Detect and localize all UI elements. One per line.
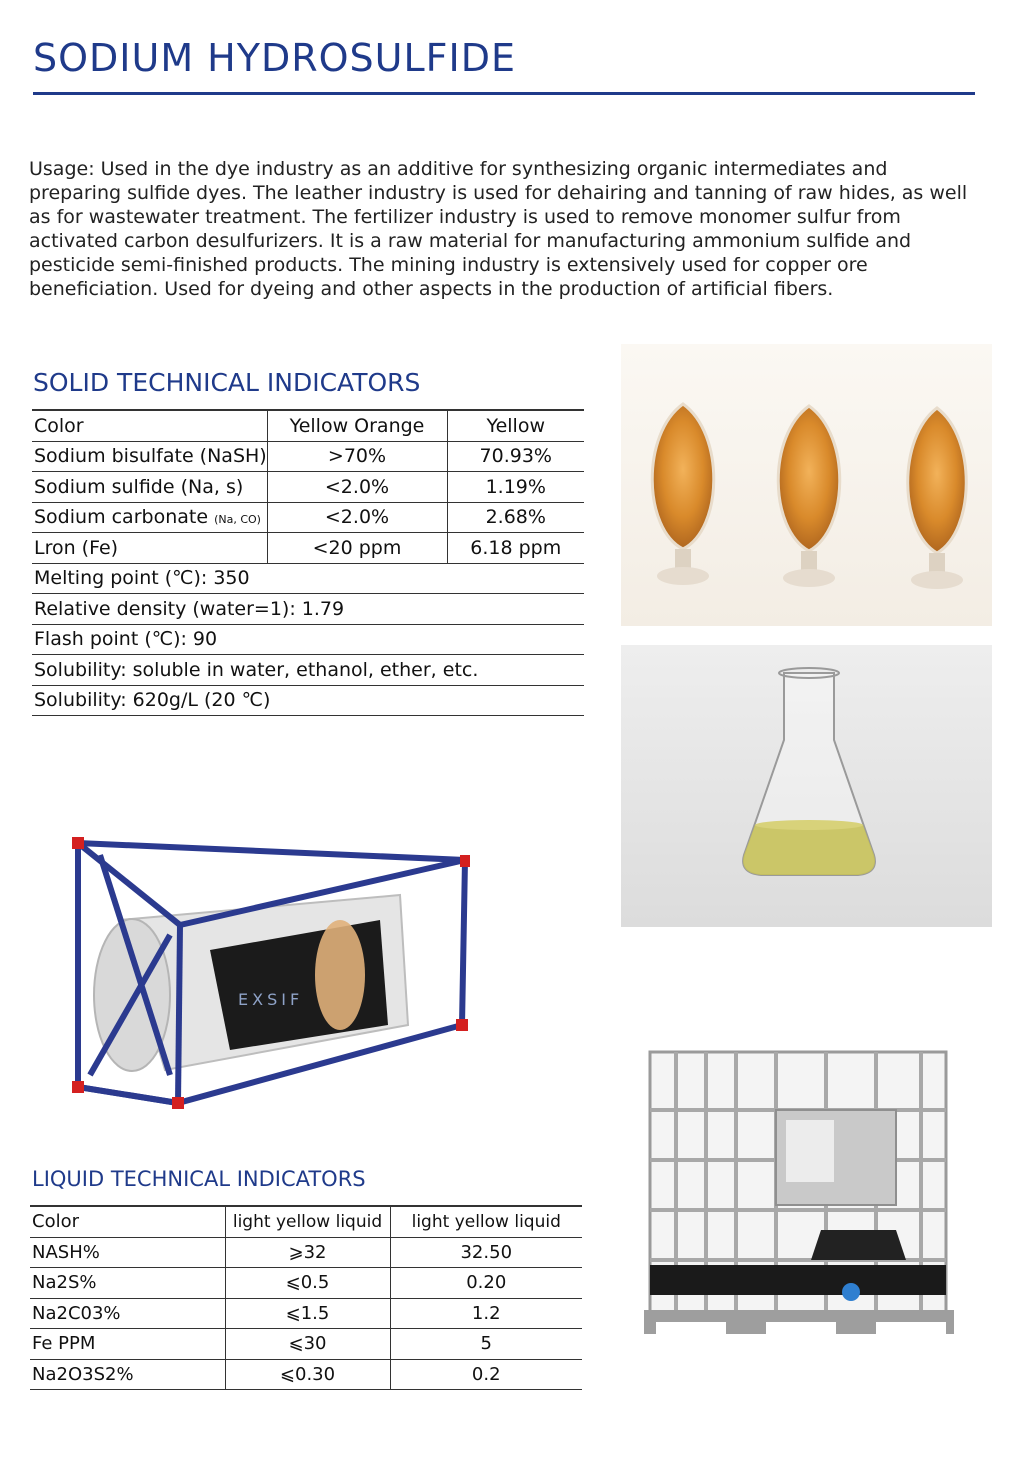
- page-title: SODIUM HYDROSULFIDE: [33, 36, 516, 80]
- table-row: [30, 1298, 582, 1329]
- measured-value: 2.68%: [447, 502, 584, 533]
- property-row: [32, 685, 584, 716]
- table-row: [32, 410, 584, 441]
- table-row: [30, 1206, 582, 1237]
- formula-note: (Na, CO): [214, 513, 261, 527]
- row-label: Color: [32, 410, 267, 441]
- measured-value: 0.20: [390, 1268, 582, 1299]
- property-row: [32, 594, 584, 625]
- solid-indicators-heading: SOLID TECHNICAL INDICATORS: [33, 368, 421, 397]
- spec-value: ⩾32: [225, 1237, 390, 1268]
- solubility-solvents: Solubility: soluble in water, ethanol, ether, etc.: [32, 655, 584, 686]
- title-divider: [33, 92, 975, 95]
- row-label: Sodium bisulfate (NaSH): [32, 441, 267, 472]
- measured-value: 5: [390, 1329, 582, 1360]
- flash-point: Flash point (℃): 90: [32, 624, 584, 655]
- spec-value: ⩽0.30: [225, 1359, 390, 1390]
- row-label: Na2S%: [30, 1268, 225, 1299]
- row-label: Sodium sulfide (Na, s): [32, 472, 267, 503]
- solubility-value: Solubility: 620g/L (20 ℃): [32, 685, 584, 716]
- melting-point: Melting point (℃): 350: [32, 563, 584, 594]
- liquid-indicators-heading: LIQUID TECHNICAL INDICATORS: [32, 1167, 366, 1191]
- table-row: [30, 1329, 582, 1360]
- solid-indicators-table: [32, 409, 584, 716]
- table-row: [32, 472, 584, 503]
- property-row: [32, 624, 584, 655]
- table-row: [30, 1237, 582, 1268]
- measured-value: 1.2: [390, 1298, 582, 1329]
- spec-value: <2.0%: [267, 472, 447, 503]
- table-row: [32, 502, 584, 533]
- measured-value: Yellow: [447, 410, 584, 441]
- vase-left: [652, 404, 714, 585]
- table-row: [32, 441, 584, 472]
- spec-value: <20 ppm: [267, 533, 447, 564]
- table-row: [30, 1268, 582, 1299]
- row-label: Color: [30, 1206, 225, 1237]
- measured-value: 32.50: [390, 1237, 582, 1268]
- row-label: Na2C03%: [30, 1298, 225, 1329]
- spec-value: Yellow Orange: [267, 410, 447, 441]
- vase-middle: [778, 406, 840, 587]
- row-label: Lron (Fe): [32, 533, 267, 564]
- vase-right: [908, 408, 967, 589]
- measured-value: light yellow liquid: [390, 1206, 582, 1237]
- property-row: [32, 655, 584, 686]
- measured-value: 70.93%: [447, 441, 584, 472]
- row-label: Sodium carbonate (Na, CO): [32, 502, 267, 533]
- spec-value: >70%: [267, 441, 447, 472]
- row-label: NASH%: [30, 1237, 225, 1268]
- iso-tank-photo: [70, 825, 470, 1115]
- ibc-tote-photo: [636, 1030, 966, 1350]
- measured-value: 6.18 ppm: [447, 533, 584, 564]
- spec-value: light yellow liquid: [225, 1206, 390, 1237]
- property-row: [32, 563, 584, 594]
- table-row: [32, 533, 584, 564]
- measured-value: 1.19%: [447, 472, 584, 503]
- usage-paragraph: Usage: Used in the dye industry as an additive for synthesizing organic intermediates and preparing sulfide dyes. The leather industry is used for dehairing and tanning of raw hides, as well as for wastewater treatment. The fertilizer industry is used to remove monomer sulfur from activated carbon desulfurizers. It is a raw material for manufacturing ammonium sulfide and pesticide semi-finished products. The mining industry is extensively used for copper ore beneficiation. Used for dyeing and other aspects in the production of artificial fibers.: [29, 158, 968, 300]
- tank-lettering: EXSIF: [238, 990, 304, 1009]
- spec-value: ⩽30: [225, 1329, 390, 1360]
- flakes-vases-photo: [621, 344, 992, 626]
- spec-value: ⩽0.5: [225, 1268, 390, 1299]
- flask-liquid-photo: [621, 645, 992, 927]
- liquid-indicators-table: [30, 1205, 582, 1390]
- spec-value: ⩽1.5: [225, 1298, 390, 1329]
- row-label: Fe PPM: [30, 1329, 225, 1360]
- measured-value: 0.2: [390, 1359, 582, 1390]
- row-label: Na2O3S2%: [30, 1359, 225, 1390]
- relative-density: Relative density (water=1): 1.79: [32, 594, 584, 625]
- spec-value: <2.0%: [267, 502, 447, 533]
- table-row: [30, 1359, 582, 1390]
